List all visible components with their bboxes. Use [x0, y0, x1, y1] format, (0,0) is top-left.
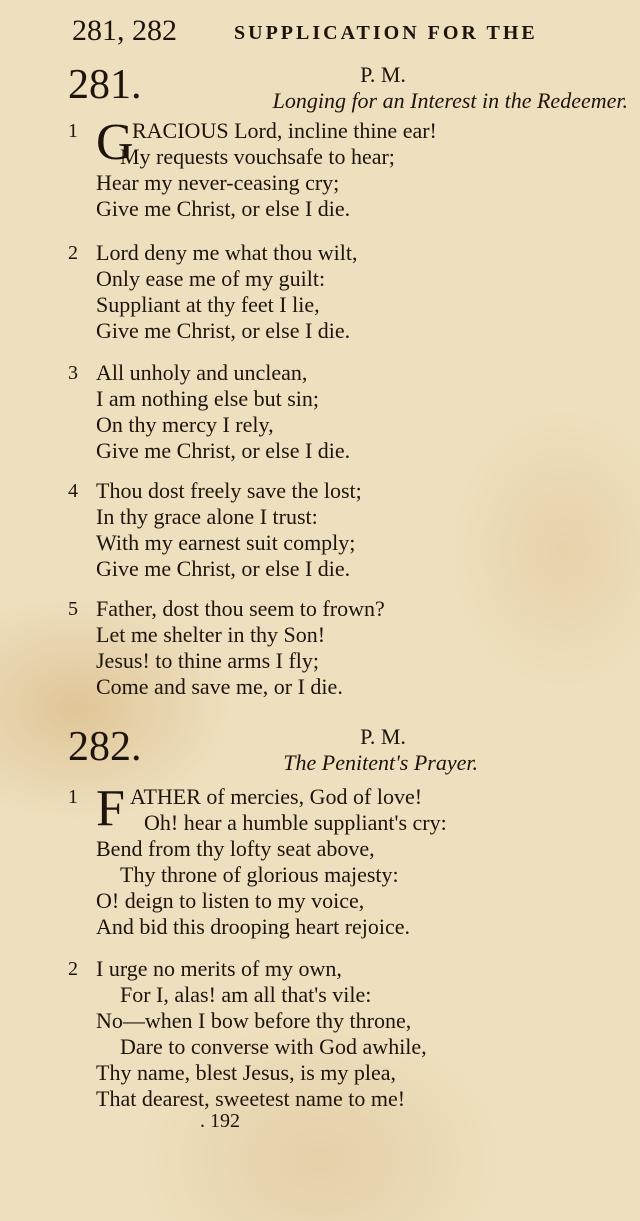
verse-line: For I, alas! am all that's vile:: [120, 982, 372, 1007]
verse-line: Bend from thy lofty seat above,: [96, 836, 375, 861]
stanza-number: 1: [68, 120, 78, 142]
verse-line: In thy grace alone I trust:: [96, 504, 318, 529]
verse-line: Oh! hear a humble suppliant's cry:: [144, 810, 447, 835]
hymn-number: 281.: [68, 62, 142, 108]
stanza-number: 2: [68, 958, 78, 980]
verse-line: O! deign to listen to my voice,: [96, 888, 365, 913]
verse-line: With my earnest suit comply;: [96, 530, 356, 555]
verse-line: I am nothing else but sin;: [96, 386, 320, 411]
verse-line: All unholy and unclean,: [96, 360, 308, 385]
verse-line: Thy name, blest Jesus, is my plea,: [96, 1060, 397, 1085]
verse-line: Give me Christ, or else I die.: [96, 318, 351, 343]
stanza-number: 2: [68, 242, 78, 264]
hymn-number: 282.: [68, 724, 142, 770]
verse-line: Only ease me of my guilt:: [96, 266, 326, 291]
verse-line: That dearest, sweetest name to me!: [96, 1086, 406, 1111]
verse-line: Dare to converse with God awhile,: [120, 1034, 427, 1059]
stanza-number: 4: [68, 480, 78, 502]
hymn-281-stanza-1: [68, 114, 628, 222]
hymn-meter: P. M.: [360, 724, 406, 749]
verse-line: I urge no merits of my own,: [96, 956, 342, 981]
hymn-281-heading: [68, 62, 628, 122]
hymn-subtitle: The Penitent's Prayer.: [283, 750, 478, 775]
verse-line: Give me Christ, or else I die.: [96, 438, 351, 463]
verse-line: RACIOUS Lord, incline thine ear!: [132, 118, 437, 143]
header-page-numbers: 281, 282: [72, 14, 177, 47]
hymn-282-stanza-2: [68, 956, 628, 1112]
verse-line: And bid this drooping heart rejoice.: [96, 914, 411, 939]
verse-line: Father, dost thou seem to frown?: [96, 596, 385, 621]
running-header: [72, 14, 572, 54]
hymn-meter: P. M.: [360, 62, 406, 87]
verse-line: No—when I bow before thy throne,: [96, 1008, 412, 1033]
verse-line: Come and save me, or I die.: [96, 674, 343, 699]
verse-line: Thou dost freely save the lost;: [96, 478, 362, 503]
stanza-number: 3: [68, 362, 78, 384]
hymn-281-stanza-5: [68, 596, 628, 700]
verse-line: Jesus! to thine arms I fly;: [96, 648, 320, 673]
hymn-282-heading: [68, 724, 628, 784]
verse-line: On thy mercy I rely,: [96, 412, 274, 437]
verse-line: ATHER of mercies, God of love!: [130, 784, 423, 809]
verse-line: Suppliant at thy feet I lie,: [96, 292, 320, 317]
stanza-number: 1: [68, 786, 78, 808]
verse-line: Let me shelter in thy Son!: [96, 622, 326, 647]
drop-cap: F: [96, 780, 125, 837]
header-title: SUPPLICATION FOR THE: [234, 22, 538, 44]
drop-cap: G: [96, 114, 134, 171]
verse-line: Give me Christ, or else I die.: [96, 196, 351, 221]
hymn-281-stanza-4: [68, 478, 628, 582]
hymn-282-stanza-1: [68, 780, 628, 940]
verse-line: My requests vouchsafe to hear;: [120, 144, 395, 169]
verse-line: Lord deny me what thou wilt,: [96, 240, 358, 265]
stanza-number: 5: [68, 598, 78, 620]
verse-line: Hear my never-ceasing cry;: [96, 170, 340, 195]
verse-line: Thy throne of glorious majesty:: [120, 862, 399, 887]
page-folio: . 192: [200, 1110, 240, 1132]
hymn-281-stanza-2: [68, 240, 628, 344]
verse-line: Give me Christ, or else I die.: [96, 556, 351, 581]
hymn-subtitle: Longing for an Interest in the Redeemer.: [272, 88, 628, 113]
hymn-281-stanza-3: [68, 360, 628, 464]
